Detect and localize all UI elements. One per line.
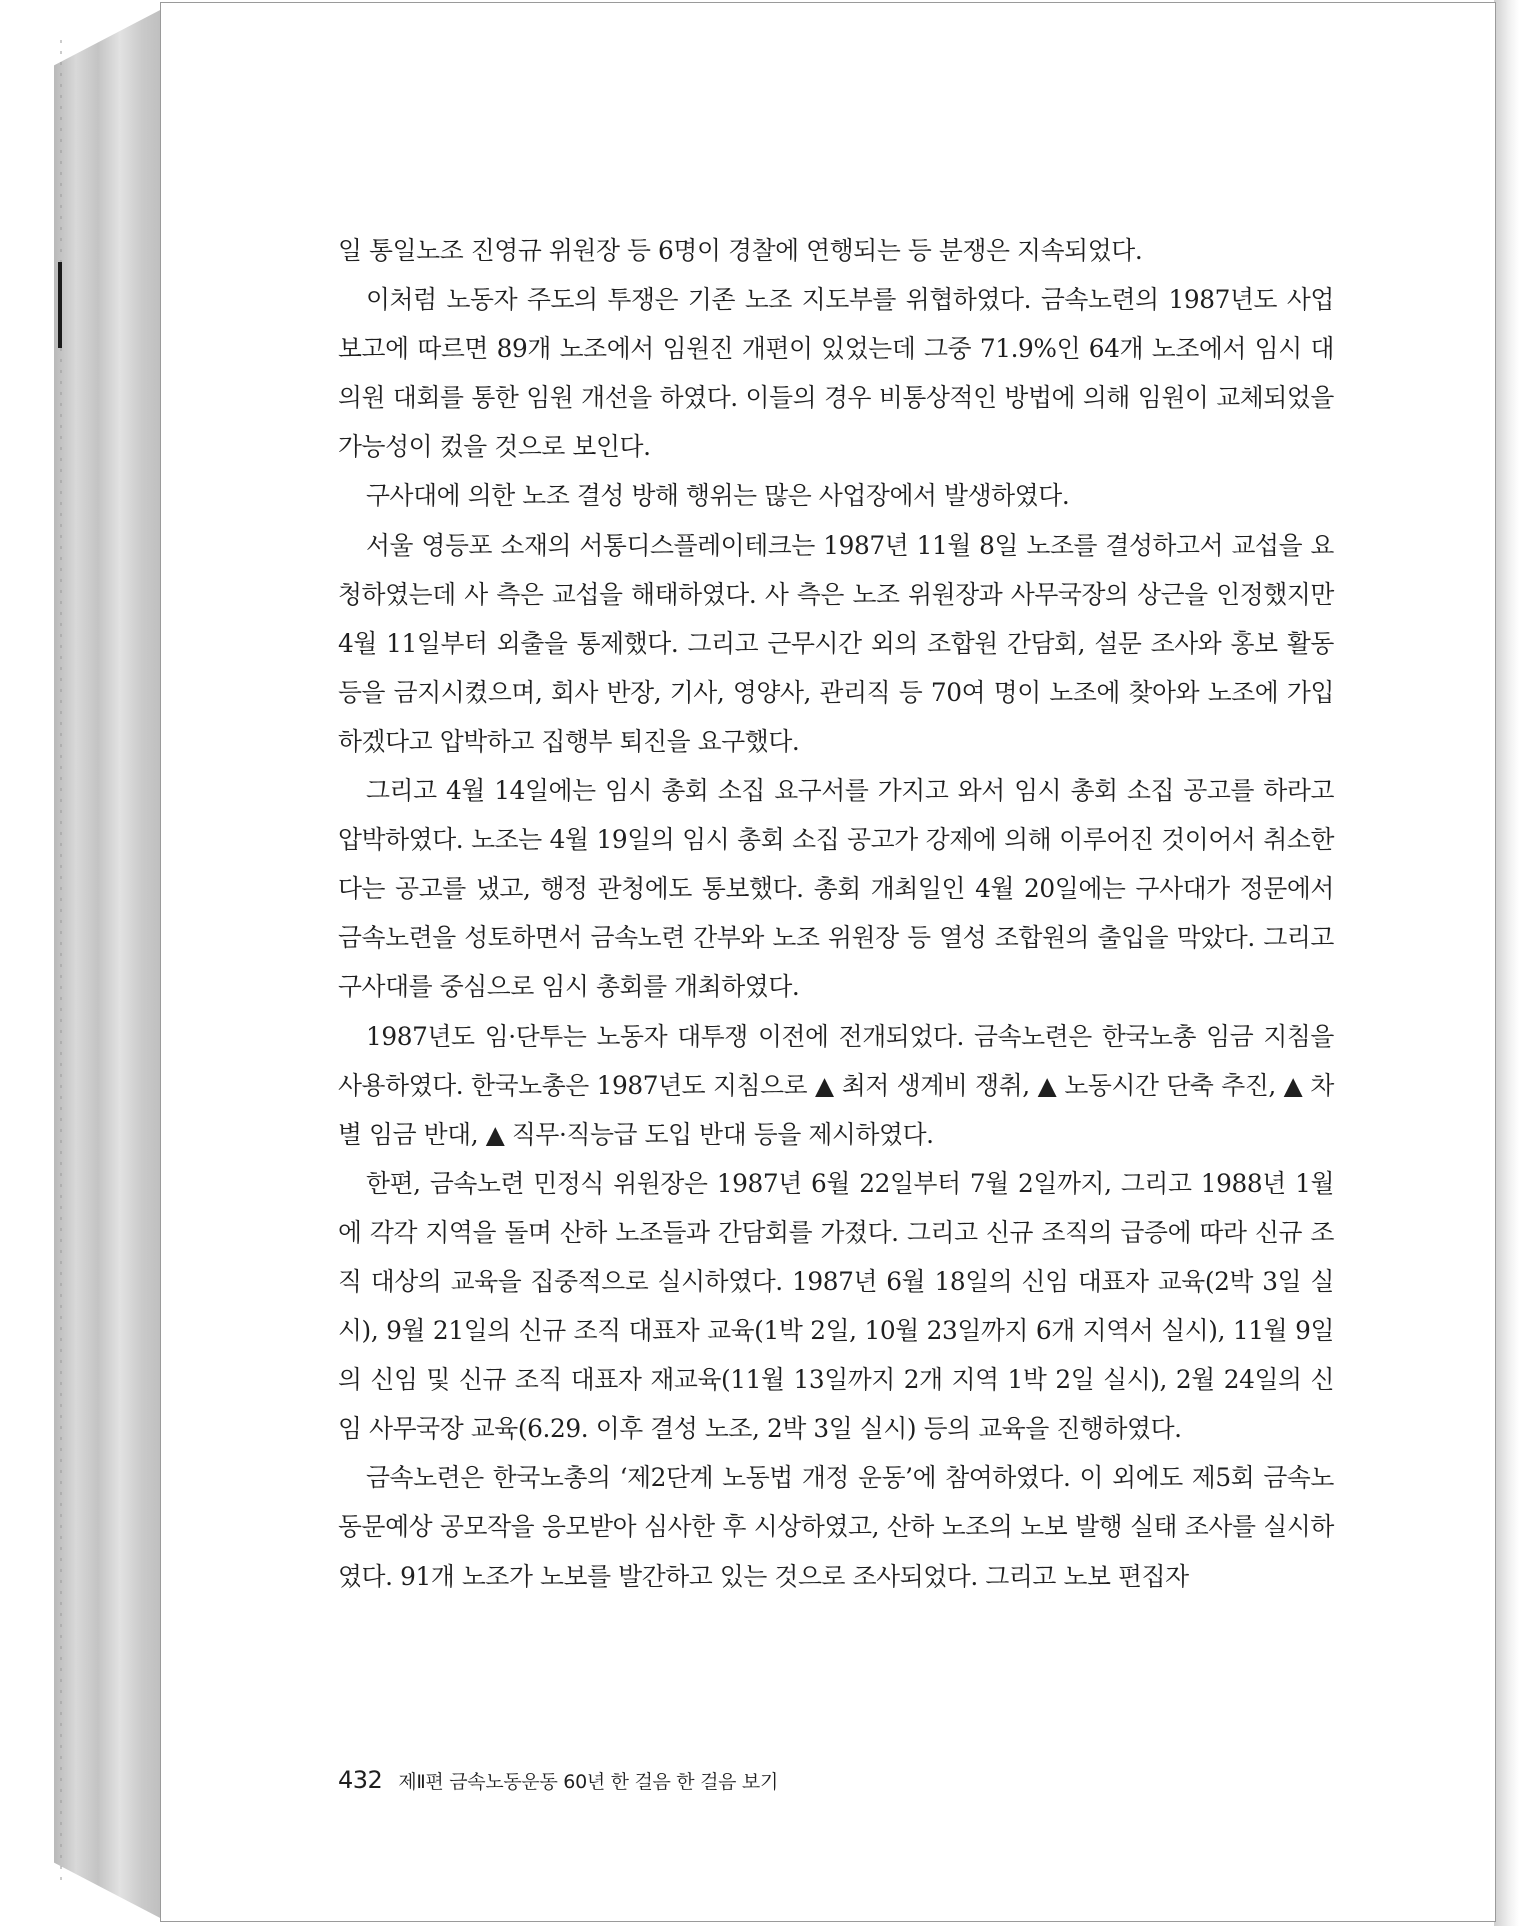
paragraph: 그리고 4월 14일에는 임시 총회 소집 요구서를 가지고 와서 임시 총회 소집 공고를 하라고 압박하였다. 노조는 4월 19일의 임시 총회 소집 공고가 강제에 의해 이루어진 것이어서 취소한다는 공고를 냈고, 행정 관청에도 통보했다. 총회 개최일인 4월 20일에는 구사대가 정문에서 금속노련을 성토하면서 금속노련 간부와 노조 위원장 등 열성 조합원의 출입을 막았다. 그리고 구사대를 중심으로 임시 총회를 개최하였다. — [338, 776, 1334, 1002]
page-shadow — [1494, 0, 1519, 1926]
page-number: 432 — [338, 1766, 383, 1794]
bookmark-ribbon — [58, 262, 62, 348]
paragraph: 1987년도 임·단투는 노동자 대투쟁 이전에 전개되었다. 금속노련은 한국노총 임금 지침을 사용하였다. 한국노총은 1987년도 지침으로 ▲ 최저 생계비 쟁취, ▲ 노동시간 단축 추진, ▲ 차별 임금 반대, ▲ 직무·직능급 도입 반대 등을 제시하였다. — [338, 1021, 1334, 1149]
paragraph: 이처럼 노동자 주도의 투쟁은 기존 노조 지도부를 위협하였다. 금속노련의 1987년도 사업보고에 따르면 89개 노조에서 임원진 개편이 있었는데 그중 71.9%인 64개 노조에서 임시 대의원 대회를 통한 임원 개선을 하였다. 이들의 경우 비통상적인 방법에 의해 임원이 교체되었을 가능성이 컸을 것으로 보인다. — [338, 285, 1334, 462]
paragraph: 한편, 금속노련 민정식 위원장은 1987년 6월 22일부터 7월 2일까지, 그리고 1988년 1월에 각각 지역을 돌며 산하 노조들과 간담회를 가졌다. 그리고 신규 조직의 급증에 따라 신규 조직 대상의 교육을 집중적으로 실시하였다. 1987년 6월 18일의 신임 대표자 교육(2박 3일 실시), 9월 21일의 신규 조직 대표자 교육(1박 2일, 10월 23일까지 6개 지역서 실시), 11월 9일의 신임 및 신규 조직 대표자 재교육(11월 13일까지 2개 지역 1박 2일 실시), 2월 24일의 신임 사무국장 교육(6.29. 이후 결성 노조, 2박 3일 실시) 등의 교육을 진행하였다. — [338, 1168, 1334, 1444]
paragraph: 구사대에 의한 노조 결성 방해 행위는 많은 사업장에서 발생하였다. — [366, 481, 1070, 511]
paragraph: 금속노련은 한국노총의 ‘제2단계 노동법 개정 운동’에 참여하였다. 이 외에도 제5회 금속노동문예상 공모작을 응모받아 심사한 후 시상하였고, 산하 노조의 노보 발행 실태 조사를 실시하였다. 91개 노조가 노보를 발간하고 있는 것으로 조사되었다. 그리고 노보 편집자 — [338, 1463, 1334, 1591]
body-text — [338, 226, 1334, 1601]
running-head: 제Ⅱ편 금속노동운동 60년 한 걸음 한 걸음 보기 — [398, 1771, 779, 1793]
paragraph: 일 통일노조 진영규 위원장 등 6명이 경찰에 연행되는 등 분쟁은 지속되었다. — [338, 236, 1143, 265]
book-page-edges — [54, 8, 164, 1920]
page-footer — [338, 1766, 778, 1806]
paragraph: 서울 영등포 소재의 서통디스플레이테크는 1987년 11월 8일 노조를 결성하고서 교섭을 요청하였는데 사 측은 교섭을 해태하였다. 사 측은 노조 위원장과 사무국장의 상근을 인정했지만 4월 11일부터 외출을 통제했다. 그리고 근무시간 외의 조합원 간담회, 설문 조사와 홍보 활동 등을 금지시켰으며, 회사 반장, 기사, 영양사, 관리직 등 70여 명이 노조에 찾아와 노조에 가입하겠다고 압박하고 집행부 퇴진을 요구했다. — [338, 530, 1334, 756]
